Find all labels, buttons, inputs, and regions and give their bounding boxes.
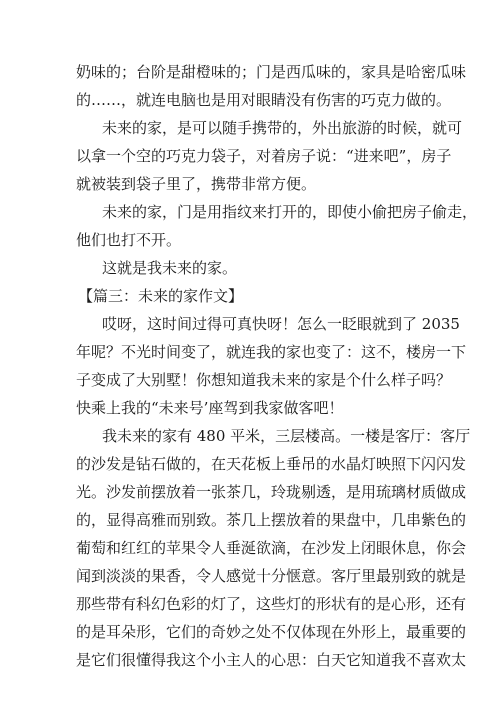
paragraph-line: 未来的家，是可以随手携带的，外出旅游的时候，就可 — [102, 119, 463, 137]
paragraph-line: 以拿一个空的巧克力袋子，对着房子说：“进来吧”，房子 — [76, 147, 452, 165]
paragraph-line: 年呢？不光时间变了，就连我的家也变了：这不，楼房一下 — [76, 343, 467, 361]
paragraph-line: 奶味的；台阶是甜橙味的；门是西瓜味的，家具是哈密瓜味 — [76, 63, 467, 81]
paragraph-line: 的，显得高雅而别致。茶几上摆放着的果盘中，几串紫色的 — [76, 511, 467, 529]
paragraph-line: 他们也打不开。 — [76, 231, 182, 249]
essay-body — [76, 58, 478, 674]
paragraph-line: 就被装到袋子里了，携带非常方便。 — [76, 175, 317, 193]
paragraph-line: 是它们很懂得我这个小主人的心思：白天它知道我不喜欢太 — [76, 651, 467, 669]
paragraph-line: 光。沙发前摆放着一张茶几，玲珑剔透，是用琉璃材质做成 — [76, 483, 467, 501]
section-heading: 【篇三：未来的家作文】 — [78, 287, 244, 305]
paragraph-line: 这就是我未来的家。 — [102, 259, 238, 277]
paragraph-line: 那些带有科幻色彩的灯了，这些灯的形状有的是心形，还有 — [76, 595, 467, 613]
paragraph-line: 子变成了大别墅！你想知道我未来的家是个什么样子吗？ — [76, 371, 452, 389]
paragraph-line: 的沙发是钻石做的，在天花板上垂吊的水晶灯映照下闪闪发 — [76, 455, 467, 473]
paragraph-line: 快乘上我的“未来号’座驾到我家做客吧！ — [76, 399, 344, 417]
paragraph-line: 的是耳朵形，它们的奇妙之处不仅体现在外形上，最重要的 — [76, 623, 467, 641]
paragraph-line: 我未来的家有 480 平米，三层楼高。一楼是客厅：客厅 — [102, 427, 471, 445]
paragraph-line: 闻到淡淡的果香，令人感觉十分惬意。客厅里最别致的就是 — [76, 567, 467, 585]
paragraph-line: 哎呀，这时间过得可真快呀！怎么一眨眼就到了 2035 — [102, 315, 460, 333]
paragraph-line: 葡萄和红红的苹果令人垂涎欲滴，在沙发上闭眼休息，你会 — [76, 539, 467, 557]
paragraph-line: 未来的家，门是用指纹来打开的，即使小偷把房子偷走， — [102, 203, 478, 221]
paragraph-line: 的……，就连电脑也是用对眼睛没有伤害的巧克力做的。 — [76, 91, 452, 109]
